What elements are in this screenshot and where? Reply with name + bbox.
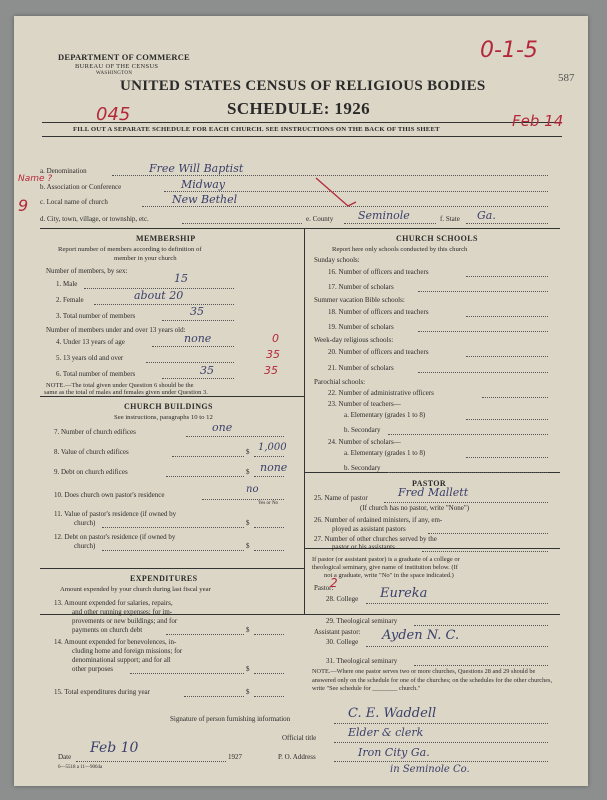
annotation-nine: 9 [18, 196, 29, 215]
membership-intro-2: member in your church [114, 255, 177, 262]
q10-label: 10. Does church own pastor's residence [54, 491, 165, 499]
q14-label-2: cluding home and foreign missions; for [72, 647, 183, 655]
q28-mark: 2 [330, 576, 338, 590]
q9-label: 9. Debt on church edifices [54, 468, 128, 476]
dollar-sign: $ [246, 519, 250, 527]
q10-value: no [246, 484, 259, 495]
date-year: 1927 [228, 753, 242, 761]
q25-value: Fred Mallett [398, 486, 469, 499]
q30-label: 30. College [326, 638, 359, 646]
q27-label-2: pastor or his assistants [332, 543, 395, 551]
q6-label: 6. Total number of members [56, 370, 136, 378]
q16-label: 16. Number of officers and teachers [328, 268, 429, 276]
church-name-label: c. Local name of church [40, 198, 108, 206]
membership-intro: Report number of members according to definition of [58, 246, 202, 253]
buildings-sub: See instructions, paragraphs 10 to 12 [114, 414, 213, 421]
membership-note-2: same as the total of males and females given under Question 3. [44, 389, 208, 396]
q7-label: 7. Number of church edifices [54, 428, 136, 436]
annotation-code: 045 [96, 104, 131, 125]
city-name: WASHINGTON [96, 71, 133, 76]
q23b-label: b. Secondary [344, 426, 381, 434]
q12-label: 12. Debt on pastor's residence (if owned by [54, 533, 176, 541]
q25-label: 25. Name of pastor [314, 494, 368, 502]
association-label: b. Association or Conference [40, 183, 122, 191]
date-label: Date [58, 753, 72, 761]
dollar-sign: $ [246, 626, 250, 634]
pastor-label: Pastor: [314, 584, 334, 592]
age-intro-label: Number of members under and over 13 years old: [46, 326, 186, 334]
q2-label: 2. Female [56, 296, 84, 304]
membership-heading: MEMBERSHIP [136, 234, 196, 243]
dollar-sign: $ [246, 688, 250, 696]
bureau-name: BUREAU OF THE CENSUS [75, 63, 159, 70]
department-name: DEPARTMENT OF COMMERCE [58, 52, 190, 62]
signature-label: Signature of person furnishing information [170, 715, 291, 723]
form-title: UNITED STATES CENSUS OF RELIGIOUS BODIES [120, 78, 486, 94]
q23-label: 23. Number of teachers— [328, 400, 401, 408]
date-value: Feb 10 [90, 740, 139, 756]
q20-label: 20. Number of officers and teachers [328, 348, 429, 356]
assistant-pastor-label: Assistant pastor: [314, 628, 361, 636]
q4-value: none [184, 332, 212, 345]
denomination-label: a. Denomination [40, 167, 87, 175]
q13-label: 13. Amount expended for salaries, repairs, [54, 599, 173, 607]
q14-label-3: denominational support; and for all [72, 656, 171, 664]
q1-label: 1. Male [56, 280, 78, 288]
q26-label-2: ployed as assistant pastors [332, 525, 406, 533]
q19-label: 19. Number of scholars [328, 323, 394, 331]
q21-label: 21. Number of scholars [328, 364, 394, 372]
denomination-value: Free Will Baptist [149, 162, 244, 175]
official-title-label: Official title [282, 734, 317, 742]
schedule-title: SCHEDULE: 1926 [227, 99, 371, 118]
yes-no-hint: Yes or No [258, 501, 279, 506]
q31-label: 31. Theological seminary [326, 657, 398, 665]
q28-label: 28. College [326, 595, 359, 603]
members-by-sex-label: Number of members, by sex: [46, 267, 128, 275]
q9-value: none [260, 461, 288, 474]
q24a-label: a. Elementary (grades 1 to 8) [344, 449, 426, 457]
q17-label: 17. Number of scholars [328, 283, 394, 291]
q11-label-2: church) [74, 519, 96, 527]
q22-label: 22. Number of administrative officers [328, 389, 434, 397]
q30-value: Ayden N. C. [382, 628, 460, 643]
q3-value: 35 [190, 305, 204, 318]
q29-label: 29. Theological seminary [326, 617, 398, 625]
q8-value: 1,000 [258, 442, 287, 453]
dollar-sign: $ [246, 448, 250, 456]
q6-value: 35 [200, 364, 214, 377]
q4-label: 4. Under 13 years of age [56, 338, 125, 346]
association-value: Midway [181, 178, 226, 191]
q5-label: 5. 13 years old and over [56, 354, 124, 362]
schools-sub: Report here only schools conducted by this church [332, 246, 468, 253]
parochial-schools-label: Parochial schools: [314, 378, 366, 386]
pastor-heading: PASTOR [412, 479, 447, 488]
q18-label: 18. Number of officers and teachers [328, 308, 429, 316]
address-value: Iron City Ga. [358, 746, 430, 759]
city-label: d. City, town, village, or township, etc. [40, 215, 149, 223]
q13-label-4: payments on church debt [72, 626, 143, 634]
census-schedule-sheet [14, 16, 588, 786]
q15-label: 15. Total expenditures during year [54, 688, 150, 696]
state-value: Ga. [477, 209, 496, 222]
dollar-sign: $ [246, 468, 250, 476]
pastor-note: NOTE.—Where one pastor serves two or more churches, Questions 28 and 29 should be answered only on the schedule for one of the churches; on the schedules for the other churches, write "See schedule for ________ church." [312, 668, 553, 693]
q4-margin: 0 [272, 332, 279, 345]
q28-value: Eureka [380, 586, 428, 601]
dollar-sign: $ [246, 665, 250, 673]
expenditures-heading: EXPENDITURES [130, 574, 198, 583]
q26-label: 26. Number of ordained ministers, if any, em- [314, 516, 443, 524]
address-value-2: in Seminole Co. [390, 764, 470, 775]
buildings-heading: CHURCH BUILDINGS [124, 402, 213, 411]
schools-heading: CHURCH SCHOOLS [396, 234, 478, 243]
dollar-sign: $ [246, 542, 250, 550]
church-name-value: New Bethel [172, 193, 238, 206]
form-codes: 6—5518 a 11—9064a [58, 765, 103, 770]
membership-note: NOTE.—The total given under Question 6 should be the [46, 382, 194, 389]
q23a-label: a. Elementary (grades 1 to 8) [344, 411, 426, 419]
college-note: If pastor (or assistant pastor) is a graduate of a college or [312, 556, 460, 563]
expenditures-sub: Amount expended by your church during last fiscal year [60, 586, 211, 593]
q8-label: 8. Value of church edifices [54, 448, 129, 456]
address-label: P. O. Address [278, 753, 316, 761]
official-title-value: Elder & clerk [348, 726, 424, 739]
q2-value: about 20 [134, 289, 184, 302]
q24b-label: b. Secondary [344, 464, 381, 472]
q27-label: 27. Number of other churches served by the [314, 535, 437, 543]
stamp-number: 587 [558, 72, 575, 84]
q24-label: 24. Number of scholars— [328, 438, 401, 446]
county-label: e. County [306, 215, 334, 223]
q14-label: 14. Amount expended for benevolences, in- [54, 638, 177, 646]
q13-label-2: and other running expenses; for im- [72, 608, 173, 616]
college-note-2: theological seminary, give name of institution below. (If [312, 564, 458, 571]
q7-value: one [212, 421, 233, 434]
state-label: f. State [440, 215, 460, 223]
q3-label: 3. Total number of members [56, 312, 136, 320]
weekday-schools-label: Week-day religious schools: [314, 336, 394, 344]
college-note-3: not a graduate, write "No" in the space indicated.) [324, 572, 454, 579]
annotation-top-right: 0-1-5 [480, 38, 538, 63]
q14-label-4: other purposes [72, 665, 114, 673]
annotation-name: Name ? [18, 174, 53, 184]
annotation-feb: Feb 14 [512, 112, 564, 130]
check-mark [314, 176, 374, 216]
fill-instruction: FILL OUT A SEPARATE SCHEDULE FOR EACH CHURCH. SEE INSTRUCTIONS ON THE BACK OF THIS SHEET [73, 126, 440, 133]
q1-value: 15 [174, 272, 188, 285]
signature-value: C. E. Waddell [348, 706, 437, 721]
q12-label-2: church) [74, 542, 96, 550]
county-value: Seminole [358, 209, 410, 222]
vacation-schools-label: Summer vacation Bible schools: [314, 296, 405, 304]
q11-label: 11. Value of pastor's residence (if owned by [54, 510, 177, 518]
q5-margin: 35 [266, 348, 280, 361]
q25-note: (If church has no pastor, write "None") [360, 504, 470, 512]
sunday-schools-label: Sunday schools: [314, 256, 360, 264]
q6-margin: 35 [264, 364, 278, 377]
q13-label-3: provements or new buildings; and for [72, 617, 178, 625]
